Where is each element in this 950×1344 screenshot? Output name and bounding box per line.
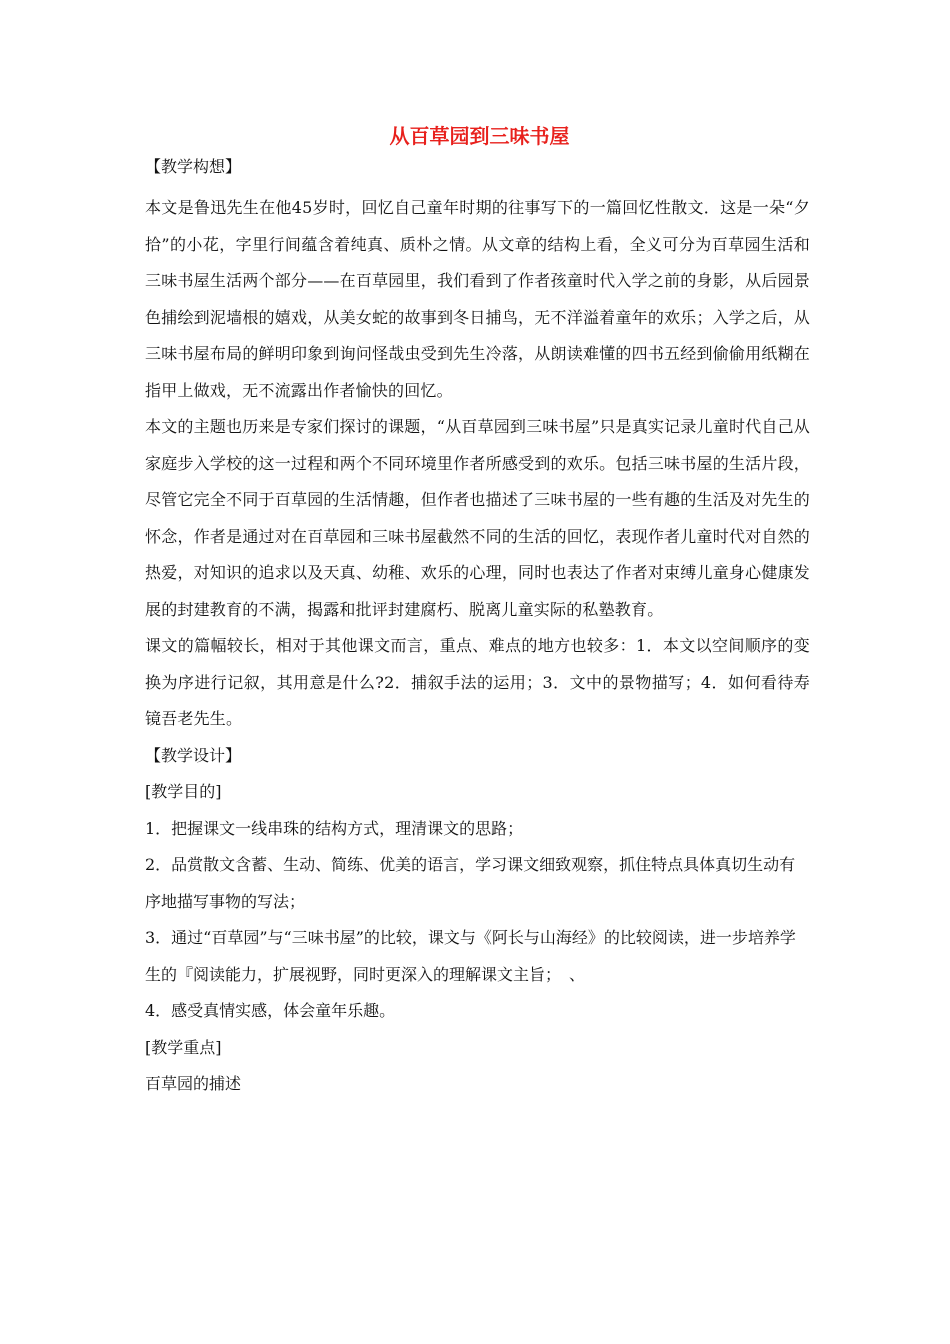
concept-paragraph-2: 本文的主题也历来是专家们探讨的课题，“从百草园到三味书屋”只是真实记录儿童时代自己从家庭步入学校的这一过程和两个不同环境里作者所感受到的欢乐。包括三味书屋的生活片段，尽管它完全不同于百草园的生活情趣，但作者也描述了三味书屋的一些有趣的生活及对先生的怀念，作者是通过对在百草园和三味书屋截然不同的生活的回忆，表现作者儿童时代对自然的热爱，对知识的追求以及天真、幼稚、欢乐的心理，同时也表达了作者对束缚儿童身心健康发展的封建教育的不满，揭露和批评封建腐朽、脱离儿童实际的私塾教育。 <box>145 417 810 619</box>
goal-item-2: 2．品赏散文含蓄、生动、简练、优美的语言，学习课文细致观察，抓住特点具体真切生动有序地描写事物的写法； <box>145 855 796 911</box>
heading-teaching-focus: [教学重点] <box>145 1037 222 1057</box>
document-body <box>145 118 810 1103</box>
goal-item-3: 3．通过“百草园”与“三味书屋”的比较，课文与《阿长与山海经》的比较阅读，进一步培养学生的『阅读能力，扩展视野，同时更深入的理解课文主旨； 、 <box>145 928 796 984</box>
concept-paragraph-1: 本文是鲁迅先生在他45岁时，回忆自己童年时期的往事写下的一篇回忆性散文．这是一朵“夕拾”的小花，字里行间蕴含着纯真、质朴之情。从文章的结构上看，全义可分为百草园生活和三味书屋生活两个部分——在百草园里，我们看到了作者孩童时代入学之前的身影，从后园景色捕绘到泥墙根的嬉戏，从美女蛇的故事到冬日捕鸟，无不洋溢着童年的欢乐；入学之后，从三味书屋布局的鲜明印象到询问怪哉虫受到先生冷落，从朗读难懂的四书五经到偷偷用纸糊在指甲上做戏，无不流露出作者愉快的回忆。 <box>145 198 810 400</box>
concept-paragraph-3: 课文的篇幅较长，相对于其他课文而言，重点、难点的地方也较多：1．本文以空间顺序的变换为序进行记叙，其用意是什么?2．捕叙手法的运用；3．文中的景物描写；4．如何看待寿镜吾老先生。 <box>145 636 810 728</box>
heading-teaching-design: 【教学设计】 <box>145 745 242 765</box>
goal-item-1: 1．把握课文一线串珠的结构方式，理清课文的思路； <box>145 818 524 838</box>
focus-text: 百草园的捕述 <box>145 1074 242 1093</box>
heading-teaching-concept: 【教学构想】 <box>145 157 242 176</box>
heading-teaching-goals: [教学目的] <box>145 782 222 801</box>
page-title: 从百草园到三味书屋 <box>389 124 570 148</box>
goal-item-4: 4．感受真情实感，体会童年乐趣。 <box>145 1001 396 1020</box>
